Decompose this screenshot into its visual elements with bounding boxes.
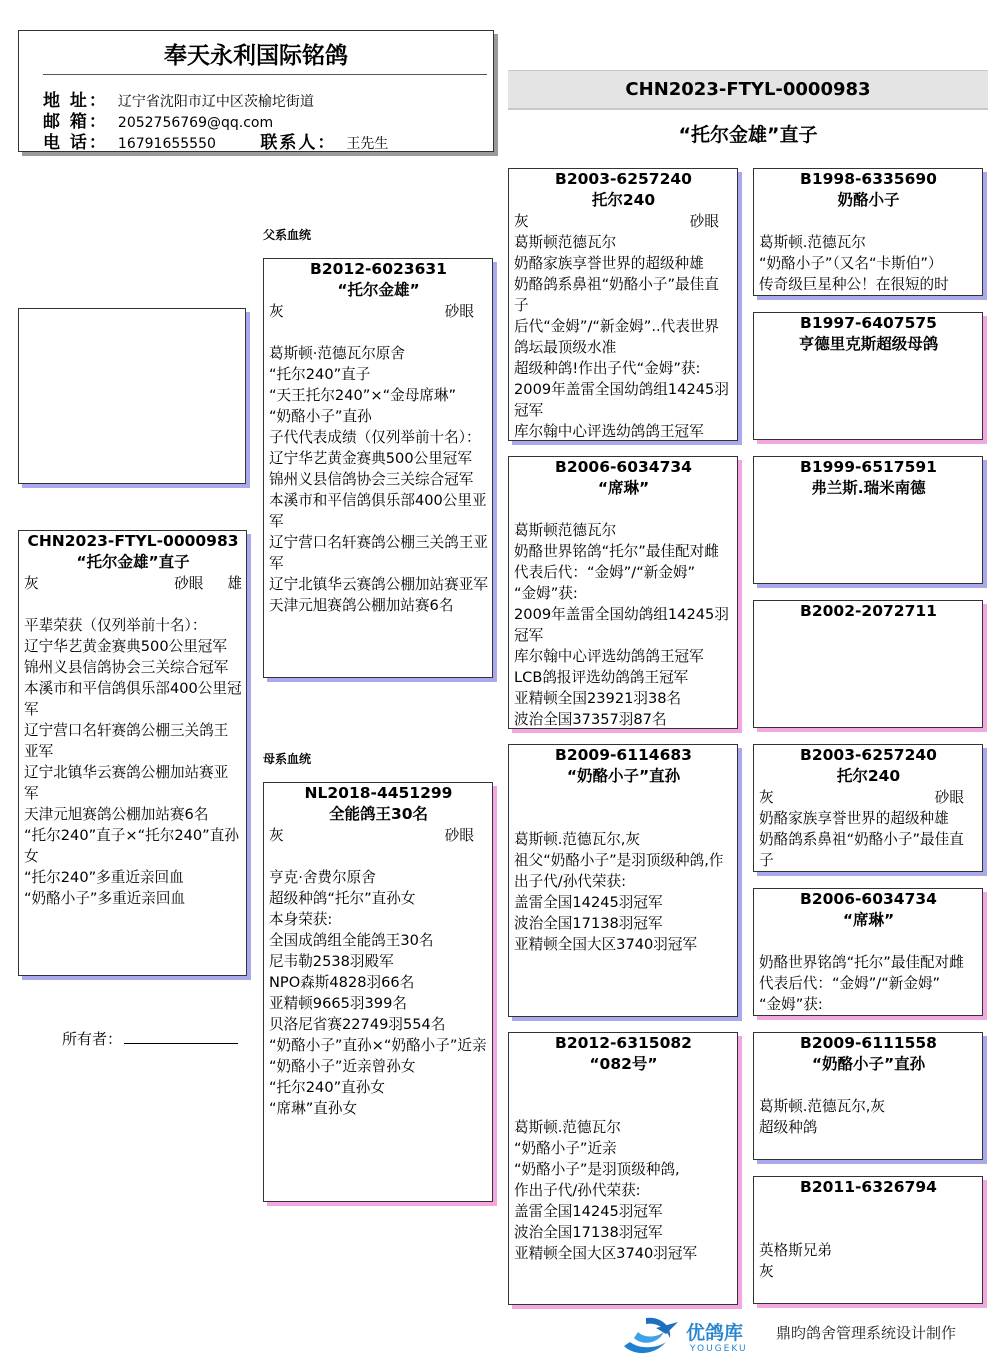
info-line: 天津元旭赛鸽公棚加站赛6名 <box>269 597 454 614</box>
address-label: 地 址： <box>43 91 108 111</box>
pedigree-card-sire-dam <box>508 456 738 729</box>
bird-name: “托尔金雄” <box>337 281 420 299</box>
info-line: 辽宁华艺黄金赛典500公里冠军 <box>24 638 227 655</box>
color-value: 灰 <box>24 575 39 592</box>
ring-number: B1999-6517591 <box>800 458 937 476</box>
info-line: “托尔240”直子 <box>269 366 371 383</box>
info-line: NPO森斯4828羽66名 <box>269 974 415 991</box>
loft-title: 奉天永利国际铭鸽 <box>164 43 348 69</box>
contact-label: 联系人： <box>260 133 337 153</box>
spacer-line <box>759 211 978 232</box>
info-line: “奶酪小子”直孙×“奶酪小子”近亲 <box>269 1037 487 1054</box>
ring-number: B2003-6257240 <box>555 170 692 188</box>
ring-number: B2012-6315082 <box>555 1034 692 1052</box>
info-line: 盖雷全国14245羽冠军 <box>514 1203 663 1220</box>
spacer-line <box>269 322 488 343</box>
ring-number: B2006-6034734 <box>800 890 937 908</box>
trait-gap <box>39 573 175 594</box>
bird-name: 全能鸽王30名 <box>328 805 429 823</box>
info-line: 超级种鸽!作出子代“金姆”获: <box>514 360 701 377</box>
bird-photo-placeholder <box>18 308 246 484</box>
footer-brand: 优鸽库 <box>686 1322 744 1344</box>
ring-number: B1997-6407575 <box>800 314 937 332</box>
info-line: 辽宁北镇华云赛鸽公棚加站赛亚军 <box>269 576 488 593</box>
owner-label: 所有者： <box>62 1030 123 1048</box>
footer-credit: 鼎昀鸽舍管理系统设计制作 <box>776 1324 957 1342</box>
loft-divider <box>43 74 487 75</box>
ring-number: B2002-2072711 <box>800 602 937 620</box>
info-line: “奶酪小子”（又名“卡斯伯”） <box>759 255 943 272</box>
info-line: 辽宁华艺黄金赛典500公里冠军 <box>269 450 472 467</box>
eye-value: 砂眼 <box>689 213 719 230</box>
contact-value: 王先生 <box>346 136 389 152</box>
info-line: 天津元旭赛鸽公棚加站赛6名 <box>24 806 209 823</box>
bird-name: “奶酪小子”直孙 <box>566 767 681 785</box>
pedigree-card-dsd <box>753 888 983 1016</box>
color-value: 灰 <box>514 213 529 230</box>
spacer-line <box>759 931 978 952</box>
info-line: “天王托尔240”×“金母席琳” <box>269 387 457 404</box>
color-value: 灰 <box>269 303 284 320</box>
info-line: 盖雷全国14245羽冠军 <box>514 894 663 911</box>
info-line: 代表后代：“金姆”/“新金姆” <box>514 564 696 581</box>
eye-value: 砂眼 <box>444 827 474 844</box>
info-line: 亚精顿全国23921羽38名 <box>514 690 682 707</box>
info-line: 平辈荣获（仅列举前十名）： <box>24 617 207 634</box>
info-line: 库尔翰中心评选幼鸽鸽王冠军 <box>514 423 704 440</box>
trait-gap <box>774 787 935 808</box>
info-line: 英格斯兄弟 <box>759 1242 832 1259</box>
info-line: 全国成鸽组全能鸽王30名 <box>269 932 434 949</box>
info-line: “奶酪小子”近亲曾孙女 <box>269 1058 416 1075</box>
spacer-line <box>759 1075 978 1096</box>
ring-number: CHN2023-FTYL-0000983 <box>27 532 239 550</box>
ring-number: B2006-6034734 <box>555 458 692 476</box>
info-line: 作出子代/孙代荣获: <box>514 1182 641 1199</box>
spacer-line <box>269 846 488 867</box>
pedigree-card-dam-dam <box>508 1032 738 1305</box>
info-line: 祖父“奶酪小子”是羽顶级种鸽,作出子代/孙代荣获: <box>514 852 724 890</box>
pedigree-card-dss <box>753 744 983 872</box>
info-line: 传奇级巨星种公！在很短的时 <box>759 276 949 293</box>
info-line: 葛斯顿范德瓦尔 <box>514 522 617 539</box>
pedigree-card-dam-sire <box>508 744 738 1017</box>
bird-name: 奶酪小子 <box>837 191 900 209</box>
bird-name: 托尔240 <box>836 767 901 785</box>
info-line: 波治全国37357羽87名 <box>514 711 667 728</box>
subject-ring-banner: CHN2023-FTYL-0000983 <box>508 70 988 110</box>
pedigree-card-ddd <box>753 1176 983 1304</box>
info-line: 锦州义县信鸽协会三关综合冠军 <box>269 471 474 488</box>
info-line: 葛斯顿.范德瓦尔 <box>759 234 866 251</box>
info-line: “金姆”获: <box>759 996 823 1013</box>
info-line: “奶酪小子”直孙 <box>269 408 372 425</box>
info-line: 后代“金姆”/“新金姆”..代表世界鸽坛最顶级水准 <box>514 318 719 356</box>
bird-name: “奶酪小子”直孙 <box>811 1055 926 1073</box>
ring-number: B2012-6023631 <box>310 260 447 278</box>
info-line: “席琳”直孙女 <box>269 1100 358 1117</box>
info-line: 葛斯顿·范德瓦尔原舍 <box>269 345 405 362</box>
bird-name: 弗兰斯.瑞米南德 <box>811 479 926 497</box>
info-line: 本身荣获: <box>269 911 333 928</box>
info-line: LCB鸽报评选幼鸽鸽王冠军 <box>514 669 689 686</box>
owner-field <box>62 1028 238 1049</box>
info-line: 辽宁北镇华云赛鸽公棚加站赛亚军 <box>24 764 229 802</box>
info-line: “奶酪小子”是羽顶级种鸽, <box>514 1161 680 1178</box>
subject-name-banner: “托尔金雄”直子 <box>678 124 818 146</box>
info-line: “托尔240”直子×“托尔240”直孙女 <box>24 827 239 865</box>
info-line: “托尔240”直孙女 <box>269 1079 385 1096</box>
pedigree-card-sss <box>753 168 983 296</box>
loft-phone-row <box>43 128 388 153</box>
info-line: 波治全国17138羽冠军 <box>514 1224 663 1241</box>
trait-row <box>514 211 733 232</box>
info-line: 2009年盖雷全国幼鸽组14245羽冠军 <box>514 381 729 419</box>
info-line: 代表后代：“金姆”/“新金姆” <box>759 975 941 992</box>
info-line: 葛斯顿.范德瓦尔,灰 <box>514 831 641 848</box>
pedigree-card-subject <box>18 530 247 976</box>
owner-blank-line <box>124 1030 238 1044</box>
spacer-line <box>514 499 733 520</box>
footer-brand-sub: YOUGEKU <box>690 1344 748 1354</box>
info-line: 锦州义县信鸽协会三关综合冠军 <box>24 659 229 676</box>
info-line: 子代代表成绩（仅列举前十名）： <box>269 429 481 446</box>
spacer-line <box>759 1198 978 1219</box>
spacer-line <box>514 787 733 808</box>
color-value: 灰 <box>759 789 774 806</box>
address-value: 辽宁省沈阳市辽中区茨榆坨街道 <box>117 94 314 110</box>
info-line: 亚精顿全国大区3740羽冠军 <box>514 936 698 953</box>
ring-number: B2003-6257240 <box>800 746 937 764</box>
info-line: 灰 <box>759 1263 774 1280</box>
info-line: “奶酪小子”多重近亲回血 <box>24 890 186 907</box>
info-line: “奶酪小子”近亲 <box>514 1140 617 1157</box>
loft-info-box <box>18 30 494 152</box>
trait-row <box>269 301 488 322</box>
email-value: 2052756769@qq.com <box>117 115 274 131</box>
info-line: 葛斯顿.范德瓦尔 <box>514 1119 621 1136</box>
eye-value: 砂眼 <box>444 303 474 320</box>
ring-number: B2011-6326794 <box>800 1178 937 1196</box>
info-line: 超级种鸽“托尔”直孙女 <box>269 890 416 907</box>
dam-line-label: 母系血统 <box>263 752 312 766</box>
yougeku-logo-icon <box>620 1312 680 1356</box>
phone-value: 16791655550 <box>117 136 216 152</box>
email-label: 邮 箱： <box>43 112 108 132</box>
info-line: 2009年盖雷全国幼鸽组14245羽冠军 <box>514 606 729 644</box>
info-line: 辽宁营口名轩赛鸽公棚三关鸽王亚军 <box>24 722 229 760</box>
info-line: 亨克·舍费尔原舍 <box>269 869 376 886</box>
bird-name: “托尔金雄”直子 <box>76 553 190 571</box>
info-line: 奶酪鸽系鼻祖“奶酪小子”最佳直子 <box>514 276 719 314</box>
ring-number: B2009-6114683 <box>555 746 692 764</box>
info-line: 奶酪鸽系鼻祖“奶酪小子”最佳直子 <box>759 831 964 869</box>
info-line: 本溪市和平信鸽俱乐部400公里亚军 <box>269 492 487 530</box>
pedigree-card-dds <box>753 1032 983 1160</box>
info-line: 波治全国17138羽冠军 <box>514 915 663 932</box>
info-line: 贝洛尼省赛22749羽554名 <box>269 1016 446 1033</box>
bird-name: 亨德里克斯超级母鸽 <box>798 335 939 353</box>
ring-number: B2009-6111558 <box>800 1034 937 1052</box>
eye-value: 砂眼 <box>934 789 964 806</box>
info-line: 库尔翰中心评选幼鸽鸽王冠军 <box>514 648 704 665</box>
info-line: 尼韦勒2538羽殿军 <box>269 953 394 970</box>
info-line: 辽宁营口名轩赛鸽公棚三关鸽王亚军 <box>269 534 488 572</box>
spacer-line <box>24 594 242 615</box>
info-line: 葛斯顿.范德瓦尔,灰 <box>759 1098 886 1115</box>
pedigree-card-sdd <box>753 600 983 728</box>
ring-number: B1998-6335690 <box>800 170 937 188</box>
info-line: “托尔240”多重近亲回血 <box>24 869 184 886</box>
trait-gap <box>284 301 445 322</box>
spacer-line <box>759 1219 978 1240</box>
info-line: 亚精顿9665羽399名 <box>269 995 407 1012</box>
ring-number: NL2018-4451299 <box>304 784 453 802</box>
trait-row <box>269 825 488 846</box>
spacer-line <box>514 808 733 829</box>
info-line: 亚精顿全国大区3740羽冠军 <box>514 1245 698 1262</box>
phone-label: 电 话： <box>43 133 108 153</box>
info-line: “金姆”获: <box>514 585 578 602</box>
color-value: 灰 <box>269 827 284 844</box>
info-line: 奶酪家族享誉世界的超级种雄 <box>514 255 704 272</box>
trait-gap <box>529 211 690 232</box>
bird-name: “席琳” <box>842 911 895 929</box>
bird-name: “席琳” <box>597 479 650 497</box>
info-line: 超级种鸽 <box>759 1119 818 1136</box>
spacer-line <box>514 1096 733 1117</box>
pedigree-card-sds <box>753 456 983 584</box>
info-line: 本溪市和平信鸽俱乐部400公里冠军 <box>24 680 242 718</box>
info-line: 奶酪世界铭鸽“托尔”最佳配对雌 <box>514 543 719 560</box>
trait-row <box>759 787 978 808</box>
trait-gap <box>284 825 445 846</box>
pedigree-card-sire-sire <box>508 168 738 441</box>
pedigree-card-ssd <box>753 312 983 440</box>
info-line: 奶酪世界铭鸽“托尔”最佳配对雌 <box>759 954 964 971</box>
bird-name: 托尔240 <box>591 191 656 209</box>
sex-value: 雄 <box>227 575 242 592</box>
info-line: 葛斯顿范德瓦尔 <box>514 234 617 251</box>
pedigree-card-dam <box>263 782 493 1202</box>
spacer-line <box>514 1075 733 1096</box>
trait-row <box>24 573 242 594</box>
bird-name: “082号” <box>589 1055 658 1073</box>
pedigree-card-sire <box>263 258 493 678</box>
info-line: 奶酪家族享誉世界的超级种雄 <box>759 810 949 827</box>
eye-value: 砂眼 <box>174 575 204 592</box>
sire-line-label: 父系血统 <box>263 228 312 242</box>
